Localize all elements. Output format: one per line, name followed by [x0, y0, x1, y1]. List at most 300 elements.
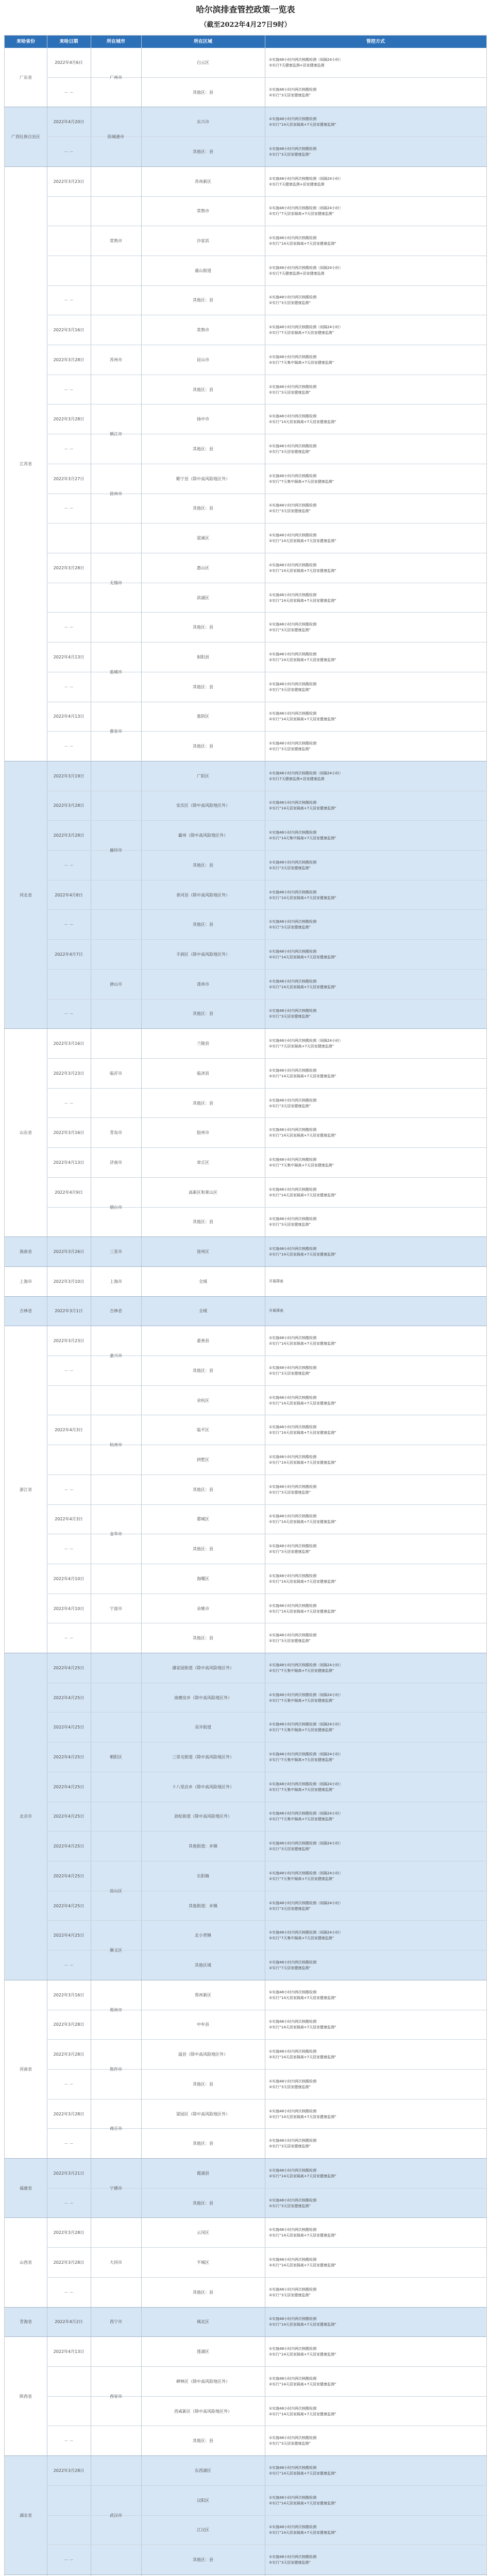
area-cell: 东兴市 — [197, 120, 209, 125]
title-main: 哈尔滨排查管控政策一览表 — [196, 5, 295, 14]
mgmt-line-1: ①实施48小时内两次核酸检测 — [269, 1603, 317, 1608]
mgmt-line-2: ②实行“7天居家隔离+7天居家健康监测” — [269, 1044, 334, 1049]
city-cell: 郑州市 — [110, 2007, 122, 2012]
date-cell: 2022年4月13日 — [53, 1160, 84, 1165]
mgmt-line-2: ②实行“7天集中隔离+7天居家健康监测” — [269, 1668, 334, 1673]
mgmt-line-1: ①实施48小时内两次核酸检测（间隔24小时） — [269, 1752, 343, 1757]
date-cell: 2022年4月25日 — [53, 1755, 84, 1760]
mgmt-line-2: ②实行“7天集中隔离+7天居家健康监测” — [269, 360, 334, 365]
mgmt-line-1: ①实施48小时内两次核酸检测 — [269, 503, 317, 508]
mgmt-line-1: ①实施48小时内两次核酸检测 — [269, 2317, 317, 2321]
area-cell: 其他区：县 — [193, 2438, 213, 2444]
city-cell: 顺义区 — [110, 1948, 122, 1953]
area-cell: 香河县（除中高风险地区外） — [176, 892, 230, 897]
mgmt-line-1: ①实施48小时内两次核酸检测（间隔24小时） — [269, 1930, 343, 1935]
area-cell: 临平区 — [197, 1428, 209, 1433]
mgmt-line-1: ①实施48小时内两次核酸检测 — [269, 2168, 317, 2173]
mgmt-line-1: ①实施48小时内两次核酸检测 — [269, 2347, 317, 2351]
area-cell: 汉阳区 — [197, 2498, 209, 2503]
date-cell: － － — [64, 1636, 74, 1641]
area-cell: 海曙区 — [197, 1576, 209, 1581]
mgmt-line-2: ②实行“3天居家健康监测” — [269, 1847, 311, 1852]
date-cell: 2022年3月28日 — [53, 2022, 84, 2027]
mgmt-line-2: ②实行“14天居家隔离+7天居家健康监测” — [269, 568, 336, 573]
mgmt-line-2: ②实行“14天居家隔离+7天居家健康监测” — [269, 657, 336, 662]
row-divider — [47, 1177, 486, 1178]
date-cell: 2022年3月26日 — [53, 1249, 84, 1255]
row-divider — [47, 2039, 486, 2040]
mgmt-line-1: ①实施48小时内两次核酸检测 — [269, 414, 317, 419]
mgmt-line-2: ②实行“3天居家健康监测” — [269, 925, 311, 930]
province-cell: 北京市 — [20, 1814, 32, 1819]
mgmt-line-2: ②实行“3天居家健康监测” — [269, 2204, 311, 2208]
area-cell: 其他区：县 — [193, 1100, 213, 1106]
date-cell: － － — [64, 90, 74, 95]
mgmt-line-1: ①实施48小时内两次核酸检测 — [269, 1633, 317, 1638]
date-cell: 2022年3月28日 — [53, 357, 84, 362]
date-cell: － － — [64, 2081, 74, 2087]
mgmt-line-1: ①实施48小时内两次核酸检测 — [269, 741, 317, 746]
date-cell: 2022年3月28日 — [53, 417, 84, 422]
date-cell: 2022年3月19日 — [53, 773, 84, 778]
header-area: 所在区域 — [193, 39, 212, 44]
date-cell: － － — [64, 625, 74, 630]
province-band — [5, 107, 486, 166]
area-cell: 北小营镇 — [195, 1933, 211, 1938]
mgmt-line-1: ①实施48小时内两次核酸检测 — [269, 2198, 317, 2202]
area-cell: 其他区：县 — [193, 684, 213, 689]
date-cell: － － — [64, 744, 74, 749]
city-cell: 西安市 — [110, 2394, 122, 2399]
mgmt-line-1: ①实施48小时内两次核酸检测 — [269, 87, 317, 92]
date-cell: 2022年4月13日 — [53, 654, 84, 659]
area-cell: 兰陵县 — [197, 1041, 209, 1046]
date-cell: － － — [64, 1962, 74, 1968]
mgmt-line-2: ②实行“14天居家隔离+7天居家健康监测” — [269, 955, 336, 959]
area-cell: 其他区：县 — [193, 2557, 213, 2563]
mgmt-line-2: ②实行“14天居家隔离+7天居家健康监测” — [269, 2233, 336, 2238]
area-cell: 滨湖区 — [197, 595, 209, 600]
area-cell: 常熟市 — [197, 209, 209, 214]
area-cell: 梁园区（除中高风险地区外） — [176, 2111, 230, 2116]
city-cell: 镇江市 — [110, 432, 122, 437]
area-cell: 郑州新区 — [195, 1992, 211, 1997]
mgmt-line-2: ②实行“7天居家健康监测” — [269, 1965, 311, 1970]
date-cell: 2022年3月23日 — [53, 1071, 84, 1076]
mgmt-line-1: ①实施48小时内两次核酸检测 — [269, 1098, 317, 1103]
row-divider — [47, 2485, 486, 2486]
area-cell: 双井街道 — [195, 1725, 211, 1730]
mgmt-cell: 开展筛查 — [269, 1309, 283, 1313]
mgmt-line-1: ①实施48小时内两次核酸检测 — [269, 2139, 317, 2143]
mgmt-line-2: ②实行7天健康监测+居家健康监测 — [269, 63, 325, 67]
date-cell: － － — [64, 1368, 74, 1373]
area-cell: 白云区 — [197, 60, 209, 65]
mgmt-line-1: ①实施48小时内两次核酸检测 — [269, 1365, 317, 1370]
policy-table — [4, 35, 487, 2576]
date-cell: 2022年4月25日 — [53, 1784, 84, 1789]
mgmt-line-2: ②实行“14天居家隔离+7天居家健康监测” — [269, 1133, 336, 1138]
date-cell: 2022年3月1日 — [55, 1309, 83, 1314]
mgmt-line-1: ①实施48小时内两次核酸检测 — [269, 1425, 317, 1430]
province-divider — [5, 2574, 486, 2575]
province-cell: 浙江省 — [20, 1487, 32, 1492]
city-cell: 焦作市 — [110, 2066, 122, 2072]
city-cell: 商丘市 — [110, 2126, 122, 2131]
area-cell: 其他区：县 — [193, 1636, 213, 1641]
city-cell: 吉林省 — [110, 1309, 122, 1314]
mgmt-line-2: ②实行“14天居家隔离+7天居家健康监测” — [269, 806, 336, 811]
mgmt-line-2: ②实行“14天居家隔离+7天居家健康监测” — [269, 420, 336, 425]
row-divider — [47, 2277, 486, 2278]
mgmt-line-1: ①实施48小时内两次核酸检测 — [269, 1247, 317, 1251]
province-cell: 河南省 — [20, 2066, 32, 2072]
table-header — [5, 36, 486, 48]
mgmt-line-2: ②实行“3天居家健康监测” — [269, 1550, 311, 1554]
mgmt-line-2: ②实行“14天居家隔离+7天居家健康监测” — [269, 1193, 336, 1197]
area-cell: 沙家浜 — [197, 239, 209, 244]
mgmt-line-1: ①实施48小时内两次核酸检测 — [269, 2049, 317, 2054]
date-cell: 2022年3月28日 — [53, 2260, 84, 2265]
mgmt-line-1: ①实施48小时内两次核酸检测 — [269, 473, 317, 478]
mgmt-line-2: ②实行“3天居家健康监测” — [269, 1223, 311, 1227]
mgmt-line-1: ①实施48小时内两次核酸检测 — [269, 890, 317, 894]
date-cell: 2022年4月2日 — [55, 2319, 83, 2325]
date-cell: 2022年4月10日 — [53, 1606, 84, 1611]
row-divider — [47, 285, 486, 286]
row-divider — [47, 2366, 486, 2367]
mgmt-line-2: ②实行“14天居家隔离+7天居家健康监测” — [269, 2025, 336, 2030]
area-cell: 其他区：县 — [193, 625, 213, 630]
mgmt-line-1: ①实施48小时内两次核酸检测（间隔24小时） — [269, 1871, 343, 1875]
row-divider — [47, 1920, 486, 1921]
row-divider — [47, 1831, 486, 1832]
mgmt-line-1: ①实施48小时内两次核酸检测 — [269, 2109, 317, 2113]
date-cell: 2022年3月10日 — [53, 1279, 84, 1284]
area-cell: 虞山街道 — [195, 268, 211, 273]
mgmt-line-1: ①实施48小时内两次核酸检测 — [269, 920, 317, 924]
area-cell: 霞浦县 — [197, 2171, 209, 2176]
date-cell: － － — [64, 2200, 74, 2206]
mgmt-line-1: ①实施48小时内两次核酸检测 — [269, 1514, 317, 1519]
province-cell: 陕西省 — [20, 2394, 32, 2399]
date-cell: 2022年4月25日 — [53, 1814, 84, 1819]
city-cell: 三亚市 — [110, 1249, 122, 1255]
date-cell: － － — [64, 149, 74, 154]
mgmt-line-2: ②实行“7天居家隔离+7天居家健康监测” — [269, 212, 334, 216]
mgmt-line-1: ①实施48小时内两次核酸检测 — [269, 2258, 317, 2262]
mgmt-line-2: ②实行“14天居家隔离+7天居家健康监测” — [269, 1995, 336, 2000]
date-cell: － － — [64, 1011, 74, 1016]
city-cell: 唐山市 — [110, 981, 122, 987]
mgmt-line-2: ②实行“3天居家健康监测” — [269, 2293, 311, 2297]
mgmt-line-1: ①实施48小时内两次核酸检测 — [269, 1484, 317, 1489]
mgmt-cell: 开展筛查 — [269, 1279, 283, 1283]
mgmt-line-2: ②实行“14天居家隔离+7天居家健康监测” — [269, 985, 336, 989]
area-cell: 其他区：县 — [193, 1547, 213, 1552]
mgmt-line-1: ①实施48小时内两次核酸检测（间隔24小时） — [269, 1039, 343, 1043]
city-cell: 宁德市 — [110, 2185, 122, 2191]
date-cell: － － — [64, 1547, 74, 1552]
mgmt-line-1: ①实施48小时内两次核酸检测（间隔24小时） — [269, 1663, 343, 1667]
area-cell: 其他街道：乡镇 — [189, 1844, 217, 1849]
area-cell: 全域 — [199, 1309, 207, 1314]
mgmt-line-1: ①实施48小时内两次核酸检测 — [269, 236, 317, 241]
area-cell: 安次区（除中高风险地区外） — [176, 803, 230, 808]
area-cell: 其他区：县 — [193, 387, 213, 392]
city-cell: 广州市 — [110, 75, 122, 80]
city-cell: 济南市 — [110, 1160, 122, 1165]
mgmt-line-1: ①实施48小时内两次核酸检测（间隔24小时） — [269, 265, 343, 270]
date-cell: 2022年3月27日 — [53, 476, 84, 481]
row-divider — [47, 1117, 486, 1118]
mgmt-line-2: ②实行“7天集中隔离+7天居家健康监测” — [269, 1758, 334, 1762]
mgmt-line-1: ①实施48小时内两次核酸检测 — [269, 1455, 317, 1459]
province-cell: 河北省 — [20, 892, 32, 897]
area-cell: 其他区：县 — [193, 1487, 213, 1492]
area-cell: 霸州（除中高风险地区外） — [178, 833, 228, 838]
date-cell: 2022年4月10日 — [53, 1576, 84, 1581]
area-cell: 其他区：县 — [193, 506, 213, 511]
mgmt-line-1: ①实施48小时内两次核酸检测 — [269, 2436, 317, 2441]
city-cell: 临沂市 — [110, 1071, 122, 1076]
city-cell: 大同市 — [110, 2260, 122, 2265]
date-cell: 2022年4月3日 — [55, 1428, 83, 1433]
date-cell: － － — [64, 2438, 74, 2444]
mgmt-line-1: ①实施48小时内两次核酸检测（间隔24小时） — [269, 206, 343, 211]
mgmt-line-2: ②实行“14天居家隔离+7天居家健康监测” — [269, 717, 336, 722]
date-cell: 2022年3月23日 — [53, 179, 84, 184]
mgmt-line-2: ②实行“14天居家隔离+7天居家健康监测” — [269, 895, 336, 900]
area-cell: 惠山区 — [197, 565, 209, 570]
area-cell: 其他区：县 — [193, 90, 213, 95]
province-divider — [5, 166, 486, 167]
area-cell: 江汉区 — [197, 2528, 209, 2533]
mgmt-line-1: ①实施48小时内两次核酸检测 — [269, 2465, 317, 2470]
area-cell: 章丘区 — [197, 1160, 209, 1165]
province-cell: 山西省 — [20, 2260, 32, 2265]
date-cell: 2022年3月28日 — [53, 833, 84, 838]
city-cell: 西宁市 — [110, 2319, 122, 2325]
mgmt-line-2: ②实行“3天居家健康监测” — [269, 687, 311, 692]
mgmt-line-1: ①实施48小时内两次核酸检测 — [269, 682, 317, 686]
mgmt-line-1: ①实施48小时内两次核酸检测 — [269, 711, 317, 716]
mgmt-line-2: ②实行“7天集中隔离+7天居家健康监测” — [269, 1163, 334, 1167]
date-cell: 2022年3月23日 — [53, 1338, 84, 1344]
date-cell: 2022年3月16日 — [53, 1041, 84, 1046]
mgmt-line-1: ①实施48小时内两次核酸检测（间隔24小时） — [269, 1811, 343, 1816]
area-cell: 临沭县 — [197, 1071, 209, 1076]
date-cell: 2022年4月25日 — [53, 1933, 84, 1938]
area-cell: 其他区：县 — [193, 1368, 213, 1373]
mgmt-line-1: ①实施48小时内两次核酸检测 — [269, 1009, 317, 1013]
province-cell: 广西壮族自治区 — [11, 134, 40, 140]
date-cell: 2022年3月16日 — [53, 1992, 84, 1997]
province-cell: 海南省 — [20, 1249, 32, 1255]
mgmt-line-1: ①实施48小时内两次核酸检测 — [269, 117, 317, 122]
mgmt-line-2: ②实行“7天集中隔离+7天居家健康监测” — [269, 1876, 334, 1881]
area-cell: 拱墅区 — [197, 1458, 209, 1462]
date-cell: 2022年4月20日 — [53, 120, 84, 125]
date-cell: 2022年3月28日 — [53, 2468, 84, 2473]
mgmt-line-1: ①实施48小时内两次核酸检测 — [269, 1217, 317, 1222]
area-cell: 十八里店乡（除中高风险地区外） — [172, 1784, 234, 1789]
mgmt-line-1: ①实施48小时内两次核酸检测（间隔24小时） — [269, 1841, 343, 1846]
date-cell: 2022年4月13日 — [53, 714, 84, 719]
province-cell: 上海市 — [20, 1279, 32, 1284]
title-subtitle: （截至2022年4月27日9时） — [200, 21, 291, 29]
mgmt-line-2: ②实行7天健康监测+居家健康监测 — [269, 271, 325, 276]
mgmt-line-2: ②实行“3天居家健康监测” — [269, 1014, 311, 1019]
area-cell: 三里屯街道（除中高风险地区外） — [172, 1755, 234, 1760]
area-cell: 余姚市 — [197, 1606, 209, 1611]
date-cell: － － — [64, 862, 74, 868]
date-cell: － － — [64, 922, 74, 927]
area-cell: 其他区：县 — [193, 2200, 213, 2206]
mgmt-line-2: ②实行“3天居家健康监测” — [269, 1906, 311, 1911]
mgmt-line-2: ②实行“7天集中隔离+7天居家健康监测” — [269, 1787, 334, 1792]
mgmt-line-2: ②实行“7天集中隔离+7天居家健康监测” — [269, 1728, 334, 1733]
area-cell: 劲松街道（除中高风险地区外） — [174, 1814, 232, 1819]
date-cell: 2022年4月25日 — [53, 1873, 84, 1878]
area-cell: 其他区：县 — [193, 447, 213, 452]
date-cell: － － — [64, 2557, 74, 2563]
mgmt-line-2: ②实行“14天居家隔离+7天居家健康监测” — [269, 2114, 336, 2119]
document-title — [0, 0, 491, 35]
mgmt-line-2: ②实行“3天居家健康监测” — [269, 509, 311, 514]
province-divider — [5, 1296, 486, 1297]
area-cell: 扬中市 — [197, 417, 209, 422]
mgmt-line-2: ②实行“14天居家隔离+7天居家健康监测” — [269, 2501, 336, 2505]
mgmt-line-1: ①实施48小时内两次核酸检测（间隔24小时） — [269, 1901, 343, 1905]
mgmt-line-2: ②实行“14天居家隔离+7天居家健康监测” — [269, 1401, 336, 1405]
mgmt-line-2: ②实行“7天居家隔离+7天居家健康监测” — [269, 331, 334, 335]
city-cell: 嘉兴市 — [110, 1353, 122, 1359]
province-cell: 青海省 — [20, 2319, 32, 2325]
date-cell: － － — [64, 684, 74, 689]
province-cell: 湖北省 — [20, 2513, 32, 2518]
mgmt-line-1: ①实施48小时内两次核酸检测 — [269, 801, 317, 805]
area-cell: 中牟县 — [197, 2022, 209, 2027]
mgmt-line-2: ②实行“14天居家隔离+7天居家健康监测” — [269, 2471, 336, 2476]
date-cell: 2022年3月16日 — [53, 1130, 84, 1136]
row-divider — [47, 1088, 486, 1089]
mgmt-line-2: ②实行“14天居家隔离+7天居家健康监测” — [269, 2174, 336, 2178]
mgmt-line-1: ①实施48小时内两次核酸检测 — [269, 1068, 317, 1073]
area-cell: 其他区域 — [195, 1962, 211, 1968]
province-divider — [5, 2336, 486, 2337]
mgmt-line-1: ①实施48小时内两次核酸检测 — [269, 950, 317, 954]
mgmt-line-1: ①实施48小时内两次核酸检测 — [269, 2555, 317, 2560]
province-band — [5, 2159, 486, 2218]
province-cell: 山东省 — [20, 1130, 32, 1136]
mgmt-line-1: ①实施48小时内两次核酸检测 — [269, 2020, 317, 2024]
area-cell: 崖州区 — [197, 1249, 209, 1255]
mgmt-line-1: ①实施48小时内两次核酸检测（间隔24小时） — [269, 1692, 343, 1697]
area-cell: 射阳县 — [197, 654, 209, 659]
mgmt-line-2: ②实行“3天居家健康监测” — [269, 301, 311, 306]
city-cell: 青岛市 — [110, 1130, 122, 1136]
mgmt-line-1: ①实施48小时内两次核酸检测 — [269, 1573, 317, 1578]
mgmt-line-1: ①实施48小时内两次核酸检测 — [269, 2406, 317, 2411]
mgmt-line-1: ①实施48小时内两次核酸检测 — [269, 1990, 317, 1994]
area-cell: 高新区和莱山区 — [189, 1190, 217, 1195]
mgmt-line-1: ①实施48小时内两次核酸检测（间隔24小时） — [269, 325, 343, 330]
area-cell: 婺城区 — [197, 1517, 209, 1522]
mgmt-line-1: ①实施48小时内两次核酸检测 — [269, 563, 317, 567]
mgmt-line-1: ①实施48小时内两次核酸检测（间隔24小时） — [269, 57, 343, 62]
city-cell: 盐城市 — [110, 669, 122, 674]
date-cell: 2022年4月3日 — [55, 1517, 83, 1522]
row-divider — [47, 1147, 486, 1148]
area-cell: 滦州市 — [197, 981, 209, 987]
mgmt-line-2: ②实行“3天居家健康监测” — [269, 93, 311, 97]
mgmt-line-2: ②实行“3天居家健康监测” — [269, 1490, 311, 1495]
mgmt-line-2: ②实行“3天居家健康监测” — [269, 390, 311, 395]
mgmt-line-2: ②实行“7天集中隔离+7天居家健康监测” — [269, 1936, 334, 1941]
city-cell: 淮安市 — [110, 729, 122, 734]
area-cell: 其他区：县 — [193, 862, 213, 868]
date-cell: 2022年4月9日 — [55, 1190, 83, 1195]
mgmt-line-1: ①实施48小时内两次核酸检测 — [269, 2287, 317, 2292]
mgmt-line-1: ①实施48小时内两次核酸检测 — [269, 2376, 317, 2381]
mgmt-line-2: ②实行“3天居家健康监测” — [269, 450, 311, 454]
city-cell: 金华市 — [110, 1532, 122, 1537]
area-cell: 其他区：县 — [193, 1011, 213, 1016]
mgmt-line-1: ①实施48小时内两次核酸检测（间隔24小时） — [269, 1782, 343, 1786]
province-cell: 吉林省 — [20, 1309, 32, 1314]
date-cell: 2022年3月21日 — [53, 2171, 84, 2176]
mgmt-line-2: ②实行“3天居家健康监测” — [269, 2442, 311, 2446]
area-cell: 城北区 — [197, 2319, 209, 2325]
mgmt-line-2: ②实行“14天居家隔离+7天居家健康监测” — [269, 1252, 336, 1257]
mgmt-line-2: ②实行“3天居家健康监测” — [269, 1371, 311, 1376]
area-cell: 其他区：县 — [193, 149, 213, 154]
date-cell: 2022年4月25日 — [53, 1695, 84, 1700]
city-cell: 朝阳区 — [110, 1755, 122, 1760]
mgmt-line-2: ②实行“14天居家隔离+7天居家健康监测” — [269, 1520, 336, 1524]
mgmt-line-2: ②实行“14天居家隔离+7天居家健康监测” — [269, 123, 336, 127]
mgmt-line-1: ①实施48小时内两次核酸检测 — [269, 354, 317, 359]
row-divider — [47, 909, 486, 910]
date-cell: 2022年4月25日 — [53, 1665, 84, 1670]
mgmt-line-2: ②实行“14天居家隔离+7天居家健康监测” — [269, 2352, 336, 2357]
area-cell: 余杭区 — [197, 1398, 209, 1403]
mgmt-line-1: ①实施48小时内两次核酸检测 — [269, 146, 317, 151]
mgmt-line-2: ②实行“3天居家健康监测” — [269, 152, 311, 157]
province-divider — [5, 2455, 486, 2456]
header-province: 来哈省份 — [16, 39, 35, 44]
area-cell: 莲湖区 — [197, 2349, 209, 2354]
mgmt-line-2: ②实行“3天居家健康监测” — [269, 747, 311, 752]
row-divider — [47, 2247, 486, 2248]
mgmt-line-2: ②实行“14天居家隔离+7天居家健康监测” — [269, 2323, 336, 2327]
mgmt-line-1: ①实施48小时内两次核酸检测 — [269, 860, 317, 865]
mgmt-line-2: ②实行“14天居家隔离+7天居家健康监测” — [269, 2263, 336, 2268]
province-divider — [5, 1236, 486, 1237]
mgmt-line-1: ①实施48小时内两次核酸检测 — [269, 384, 317, 389]
date-cell: 2022年4月25日 — [53, 1844, 84, 1849]
area-cell: 其他区：县 — [193, 298, 213, 303]
area-cell: 嘉善县 — [197, 1338, 209, 1344]
mgmt-line-2: ②实行“3天居家健康监测” — [269, 2144, 311, 2149]
date-cell: 2022年4月25日 — [53, 1725, 84, 1730]
city-cell: 上海市 — [110, 1279, 122, 1284]
city-cell: 房山区 — [110, 1888, 122, 1893]
area-cell: 全域 — [199, 1279, 207, 1284]
city-cell: 烟台市 — [110, 1205, 122, 1210]
mgmt-line-2: ②实行“14天居家隔离+7天居家健康监测” — [269, 1431, 336, 1435]
